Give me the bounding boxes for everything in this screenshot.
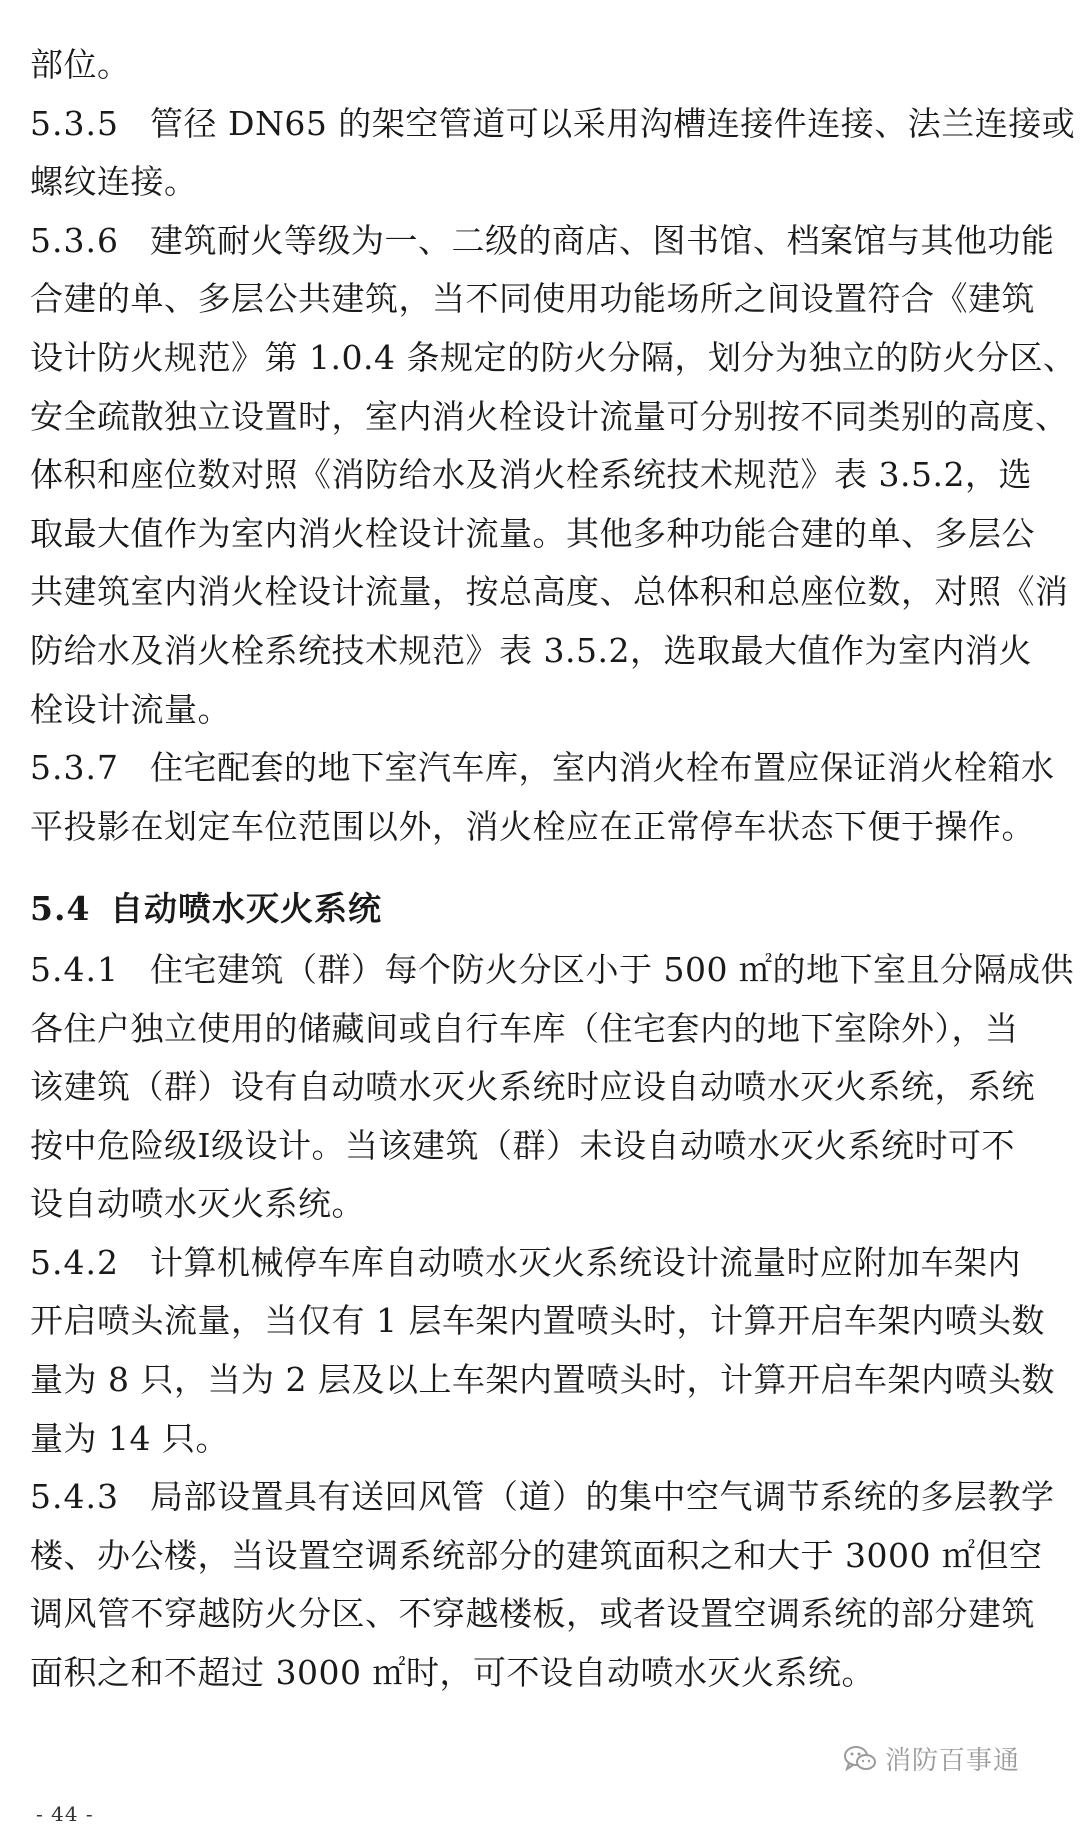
- page-number: - 44 -: [36, 1802, 94, 1826]
- line-text: 调风管不穿越防火分区、不穿越楼板，或者设置空调系统的部分建筑: [30, 1594, 1035, 1634]
- text-line: [30, 270, 1035, 329]
- line-text: 按中危险级Ⅰ级设计。当该建筑（群）未设自动喷水灭火系统时可不: [30, 1125, 1016, 1165]
- line-text: 量为 8 只，当为 2 层及以上车架内置喷头时，计算开启车架内喷头数: [30, 1360, 1055, 1400]
- text-line: [30, 1292, 1045, 1351]
- line-text: 共建筑室内消火栓设计流量，按总高度、总体积和总座位数，对照《消: [30, 572, 1069, 612]
- text-line: [30, 446, 1030, 505]
- line-text: 面积之和不超过 3000 ㎡时，可不设自动喷水灭火系统。: [30, 1653, 875, 1693]
- line-text: 部位。: [30, 45, 131, 84]
- text-line: [30, 1644, 1030, 1703]
- section-number: 5.4: [30, 889, 91, 929]
- text-line: [30, 95, 1076, 154]
- line-text: 各住户独立使用的储藏间或自行车库（住宅套内的地下室除外），当: [30, 1008, 1019, 1048]
- line-text: 合建的单、多层公共建筑，当不同使用功能场所之间设置符合《建筑: [30, 279, 1035, 319]
- line-text: 该建筑（群）设有自动喷水灭火系统时应设自动喷水灭火系统，系统: [30, 1067, 1035, 1107]
- text-line: [30, 1117, 1030, 1176]
- text-line: [30, 622, 1030, 681]
- wechat-icon: [843, 1744, 877, 1774]
- line-text: 住宅建筑（群）每个防火分区小于 500 ㎡的地下室且分隔成供: [150, 949, 1074, 989]
- watermark-text: 消防百事通: [884, 1746, 1020, 1776]
- section-5-4-body: [30, 941, 1074, 1703]
- text-line: [30, 681, 1030, 740]
- text-line: [30, 941, 1074, 1000]
- text-line: [30, 1000, 1030, 1059]
- document-page: [30, 36, 1077, 1703]
- text-line: [30, 505, 1035, 564]
- line-text: 螺纹连接。: [30, 162, 198, 202]
- text-line: [30, 563, 1069, 622]
- line-text: 平投影在划定车位范围以外，消火栓应在正常停车状态下便于操作。: [30, 806, 1035, 846]
- line-text: 防给水及消火栓系统技术规范》表 3.5.2，选取最大值作为室内消火: [30, 630, 1032, 670]
- page-footer: [0, 1746, 1080, 1831]
- text-line: [30, 1410, 1030, 1469]
- text-line: [30, 1527, 1043, 1586]
- clause-number: 5.3.5: [30, 103, 119, 143]
- text-line: [30, 798, 1035, 857]
- clause-number: 5.3.7: [30, 748, 119, 788]
- line-text: 管径 DN65 的架空管道可以采用沟槽连接件连接、法兰连接或: [150, 103, 1076, 143]
- text-line: [30, 1234, 1030, 1293]
- text-line: [30, 1468, 1055, 1527]
- text-line: [30, 1058, 1035, 1117]
- line-text: 建筑耐火等级为一、二级的商店、图书馆、档案馆与其他功能: [150, 220, 1055, 260]
- text-line: [30, 329, 1077, 388]
- line-text: 住宅配套的地下室汽车库，室内消火栓布置应保证消火栓箱水: [150, 748, 1055, 788]
- line-text: 量为 14 只。: [30, 1418, 229, 1458]
- line-text: 设计防火规范》第 1.0.4 条规定的防火分隔，划分为独立的防火分区、: [30, 337, 1077, 377]
- text-line: [30, 1585, 1035, 1644]
- line-text: 栓设计流量。: [30, 689, 231, 729]
- line-text: 体积和座位数对照《消防给水及消火栓系统技术规范》表 3.5.2，选: [30, 455, 1032, 495]
- text-line: [30, 212, 1055, 271]
- clause-number: 5.3.6: [30, 220, 119, 260]
- text-line: [30, 1175, 1030, 1234]
- line-text: 取最大值作为室内消火栓设计流量。其他多种功能合建的单、多层公: [30, 513, 1035, 553]
- line-text: 楼、办公楼，当设置空调系统部分的建筑面积之和大于 3000 ㎡但空: [30, 1535, 1043, 1575]
- text-line: [30, 153, 1030, 212]
- section-title: 自动喷水灭火系统: [110, 889, 382, 929]
- text-line: [30, 36, 1030, 95]
- line-text: 设自动喷水灭火系统。: [30, 1184, 365, 1224]
- watermark: [843, 1740, 1020, 1777]
- text-line: [30, 1351, 1055, 1410]
- line-text: 局部设置具有送回风管（道）的集中空气调节系统的多层教学: [150, 1477, 1055, 1517]
- line-text: 计算机械停车库自动喷水灭火系统设计流量时应附加车架内: [150, 1242, 1021, 1282]
- clause-number: 5.4.3: [30, 1477, 119, 1517]
- clause-number: 5.4.1: [30, 949, 119, 989]
- text-line: [30, 739, 1055, 798]
- clause-number: 5.4.2: [30, 1242, 119, 1282]
- section-5-3-body: [30, 36, 1077, 856]
- line-text: 安全疏散独立设置时，室内消火栓设计流量可分别按不同类别的高度、: [30, 396, 1069, 436]
- section-heading-5-4: [30, 880, 1030, 939]
- line-text: 开启喷头流量，当仅有 1 层车架内置喷头时，计算开启车架内喷头数: [30, 1301, 1045, 1341]
- text-line: [30, 388, 1069, 447]
